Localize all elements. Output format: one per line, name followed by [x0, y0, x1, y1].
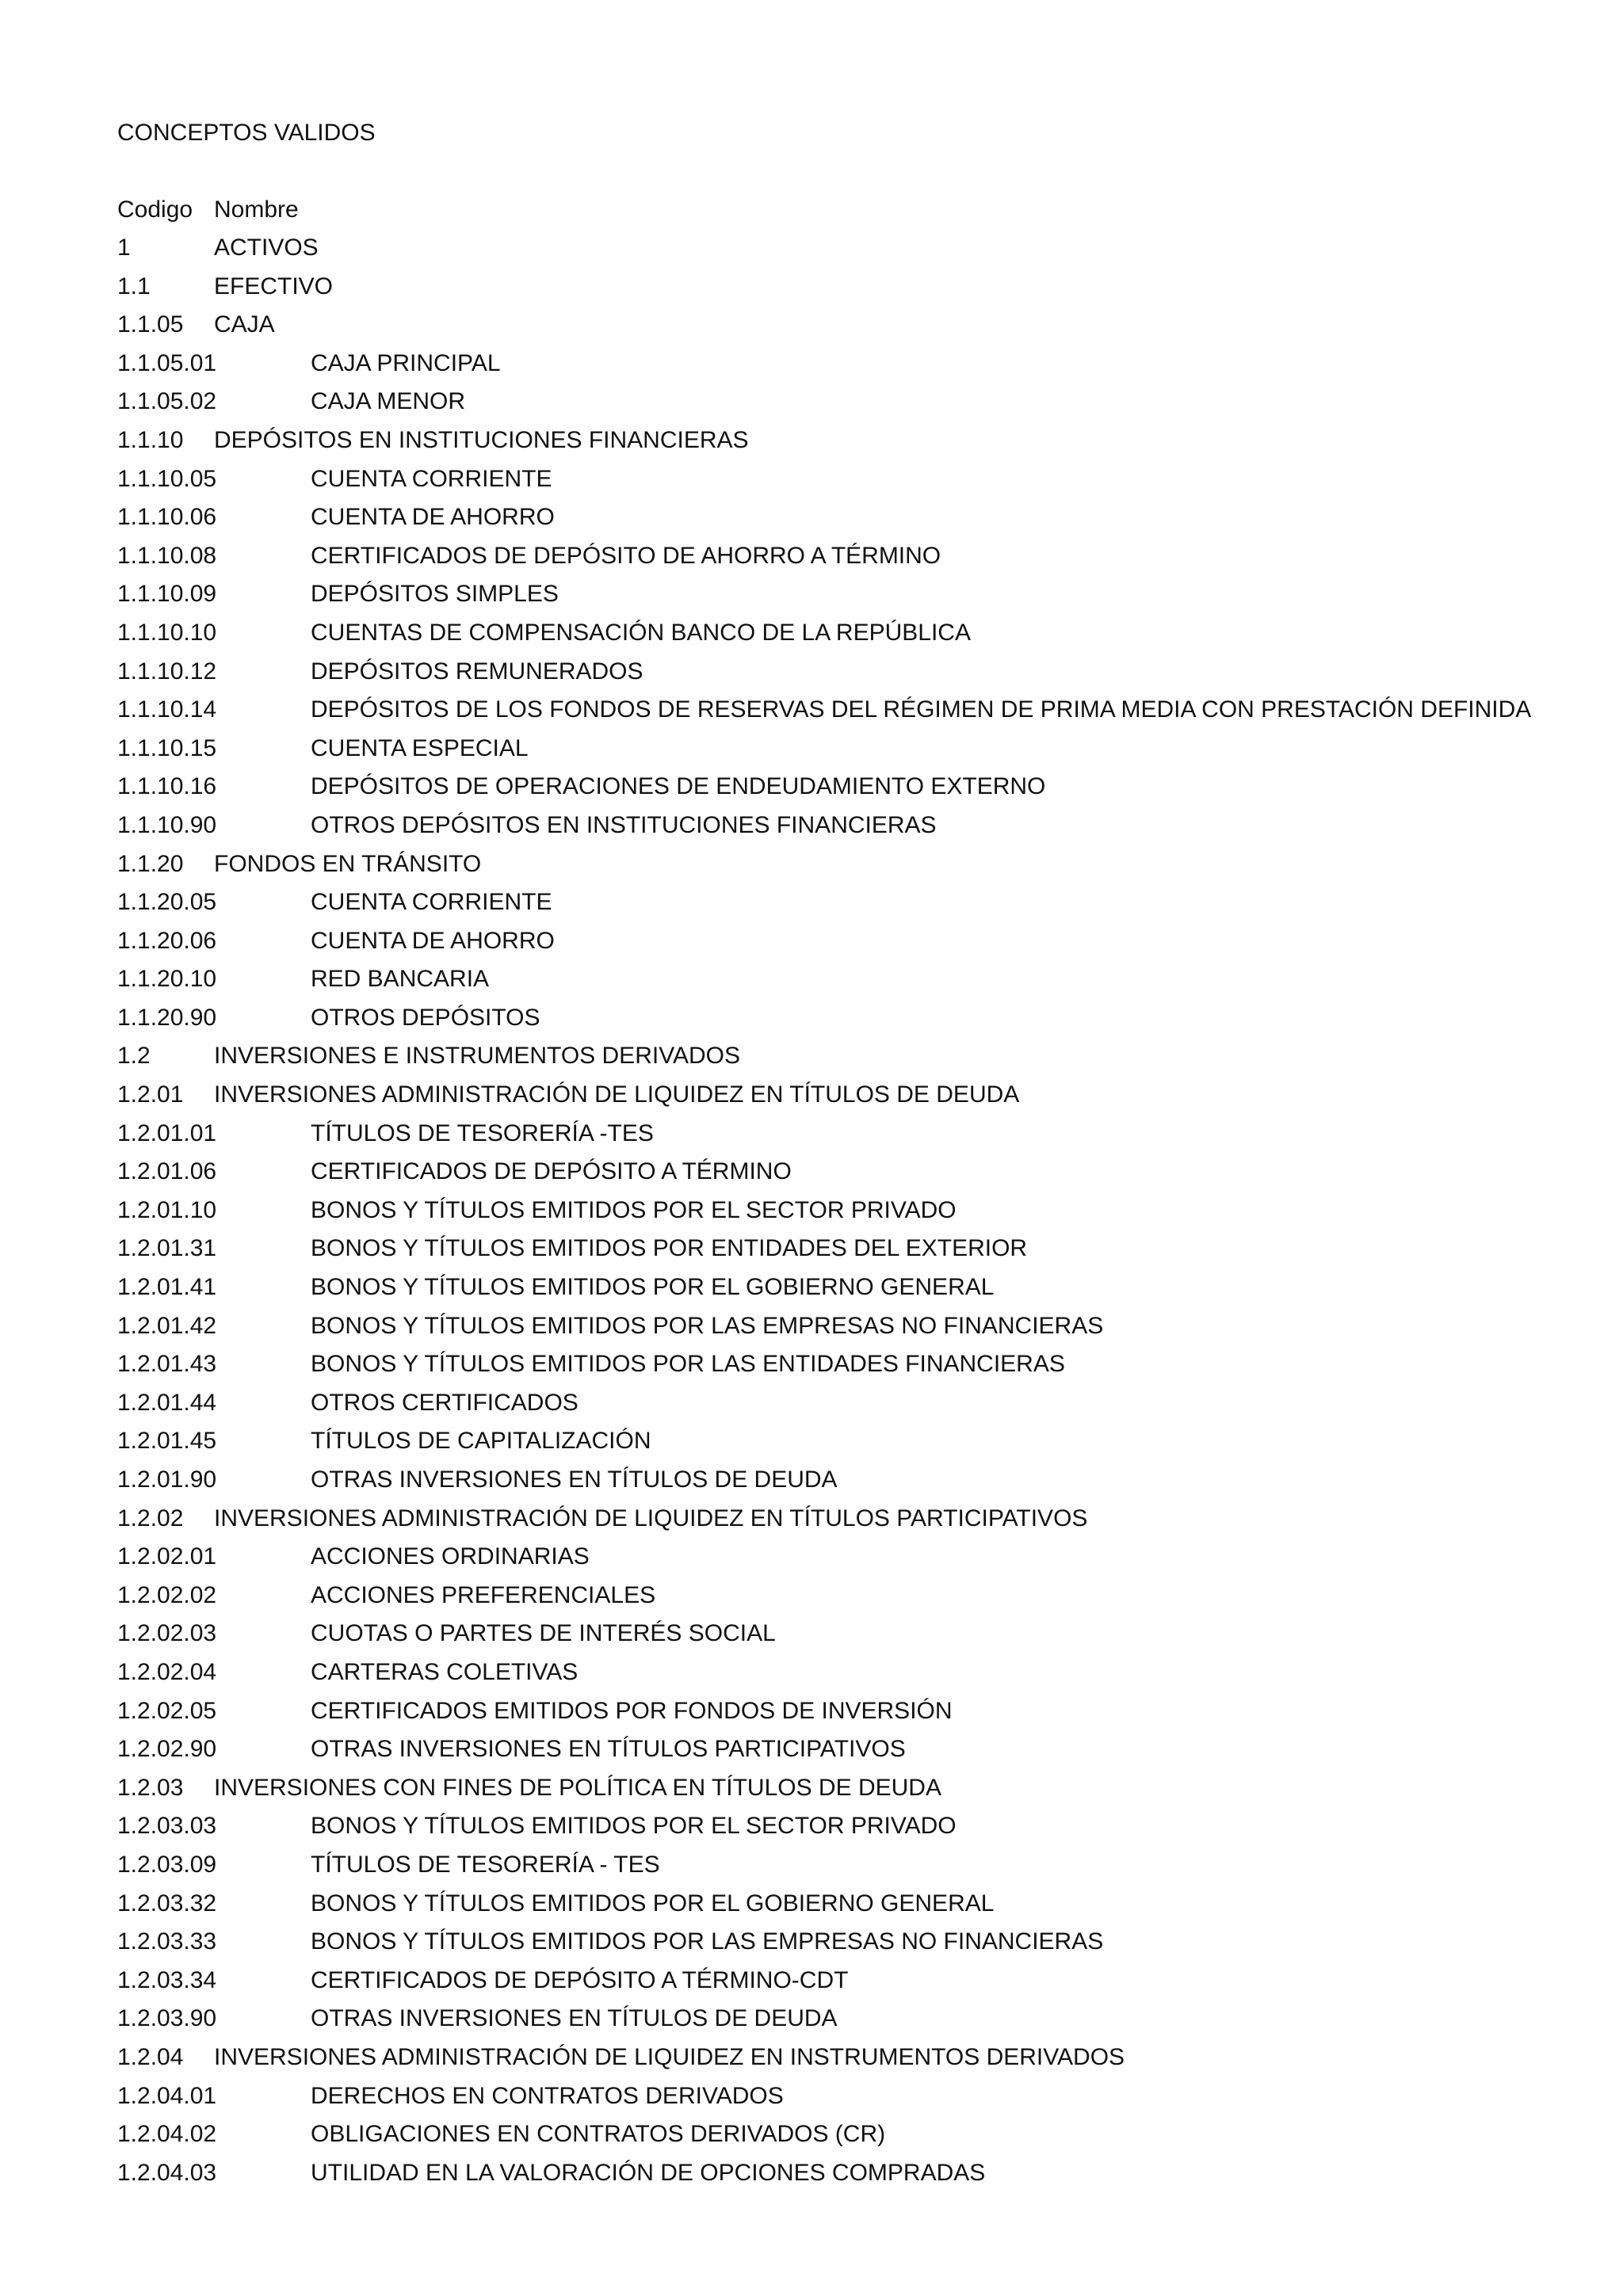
concept-code: 1.2.01.06: [117, 1158, 217, 1185]
column-header-code: Codigo: [117, 196, 193, 223]
concept-code: 1.1.20.06: [117, 927, 217, 954]
list-item: [117, 850, 1607, 889]
concept-code: 1.2.04.01: [117, 2082, 217, 2109]
concept-code: 1.2.03.34: [117, 1966, 217, 1993]
list-item: [117, 1042, 1607, 1081]
concept-name: BONOS Y TÍTULOS EMITIDOS POR EL SECTOR PRIVADO: [311, 1196, 957, 1223]
list-item: [117, 1851, 1607, 1890]
concept-code: 1.2.01.10: [117, 1196, 217, 1223]
list-item: [117, 1505, 1607, 1543]
concept-code: 1.1.20.05: [117, 889, 217, 916]
list-item: [117, 1196, 1607, 1235]
concept-name: CUENTA CORRIENTE: [311, 889, 552, 916]
concept-name: CUENTA DE AHORRO: [311, 927, 555, 954]
concept-name: CAJA PRINCIPAL: [311, 349, 501, 376]
list-item: [117, 1928, 1607, 1966]
document-title: CONCEPTOS VALIDOS: [117, 120, 376, 146]
list-item: [117, 1119, 1607, 1158]
concept-name: ACTIVOS: [214, 235, 319, 261]
concept-code: 1.1.10.09: [117, 581, 217, 608]
concept-code: 1.2.01: [117, 1081, 184, 1108]
concept-code: 1.1.05: [117, 311, 184, 338]
concept-name: OTROS CERTIFICADOS: [311, 1389, 579, 1416]
list-item: [117, 387, 1607, 426]
concept-code: 1.2.04: [117, 2043, 184, 2070]
concept-name: RED BANCARIA: [311, 966, 490, 993]
list-item: [117, 1658, 1607, 1697]
list-item: [117, 772, 1607, 811]
concept-code: 1.1.10.90: [117, 811, 217, 838]
concept-code: 1.2.01.44: [117, 1389, 217, 1416]
concept-name: BONOS Y TÍTULOS EMITIDOS POR EL GOBIERNO GENERAL: [311, 1274, 995, 1301]
list-item: [117, 696, 1607, 734]
list-item: [117, 1581, 1607, 1620]
concept-code: 1.1.05.02: [117, 388, 217, 415]
list-item: [117, 465, 1607, 504]
list-item: [117, 734, 1607, 773]
list-item: [117, 349, 1607, 388]
concept-name: TÍTULOS DE TESORERÍA -TES: [311, 1119, 654, 1146]
concept-code: 1.2.02.04: [117, 1658, 217, 1685]
concept-code: 1.1.10.16: [117, 773, 217, 800]
concept-name: CAJA: [214, 311, 275, 338]
concept-code: 1.2.02.05: [117, 1697, 217, 1724]
list-item: [117, 273, 1607, 311]
concept-name: CARTERAS COLETIVAS: [311, 1658, 579, 1685]
concept-code: 1.1.10.14: [117, 696, 217, 723]
concept-name: OTROS DEPÓSITOS EN INSTITUCIONES FINANCIERAS: [311, 811, 937, 838]
concept-name: INVERSIONES E INSTRUMENTOS DERIVADOS: [214, 1043, 740, 1070]
concept-name: UTILIDAD EN LA VALORACIÓN DE OPCIONES COMPRADAS: [311, 2159, 986, 2186]
concept-name: CUENTA ESPECIAL: [311, 734, 529, 761]
concept-name: INVERSIONES CON FINES DE POLÍTICA EN TÍTULOS DE DEUDA: [214, 1774, 941, 1801]
concept-name: OBLIGACIONES EN CONTRATOS DERIVADOS (CR): [311, 2121, 886, 2148]
column-header-row: [117, 196, 1607, 224]
list-item: [117, 542, 1607, 581]
concept-name: DEPÓSITOS DE LOS FONDOS DE RESERVAS DEL RÉGIMEN DE PRIMA MEDIA CON PRESTACIÓN DEFINIDA: [311, 696, 1532, 723]
concept-code: 1.2.01.43: [117, 1351, 217, 1378]
concept-code: 1.1.10.15: [117, 734, 217, 761]
concept-code: 1.1.20.90: [117, 1004, 217, 1031]
concept-code: 1.2.01.90: [117, 1466, 217, 1493]
concept-name: OTRAS INVERSIONES EN TÍTULOS DE DEUDA: [311, 1466, 838, 1493]
concept-name: DEPÓSITOS REMUNERADOS: [311, 658, 643, 685]
concept-code: 1.2.03.09: [117, 1851, 217, 1878]
concept-code: 1.2.01.01: [117, 1119, 217, 1146]
list-item: [117, 619, 1607, 658]
concept-name: CUENTA CORRIENTE: [311, 465, 552, 492]
concept-code: 1.2.03.33: [117, 1928, 217, 1955]
concept-name: ACCIONES ORDINARIAS: [311, 1543, 590, 1570]
concept-name: OTRAS INVERSIONES EN TÍTULOS DE DEUDA: [311, 2005, 838, 2032]
concept-list: [117, 234, 1607, 2197]
list-item: [117, 1350, 1607, 1389]
list-item: [117, 1735, 1607, 1774]
concept-code: 1: [117, 235, 131, 261]
list-item: [117, 965, 1607, 1004]
list-item: [117, 580, 1607, 619]
concept-name: CERTIFICADOS DE DEPÓSITO DE AHORRO A TÉRMINO: [311, 542, 941, 569]
list-item: [117, 658, 1607, 696]
concept-name: DEPÓSITOS SIMPLES: [311, 581, 559, 608]
concept-code: 1.2.04.03: [117, 2159, 217, 2186]
concept-code: 1.2.04.02: [117, 2121, 217, 2148]
list-item: [117, 1774, 1607, 1813]
concept-name: FONDOS EN TRÁNSITO: [214, 850, 482, 877]
list-item: [117, 1427, 1607, 1466]
concept-name: TÍTULOS DE CAPITALIZACIÓN: [311, 1428, 651, 1455]
list-item: [117, 1234, 1607, 1273]
concept-name: CUOTAS O PARTES DE INTERÉS SOCIAL: [311, 1620, 776, 1647]
list-item: [117, 1619, 1607, 1658]
concept-name: BONOS Y TÍTULOS EMITIDOS POR EL GOBIERNO GENERAL: [311, 1890, 995, 1917]
concept-name: CERTIFICADOS EMITIDOS POR FONDOS DE INVERSIÓN: [311, 1697, 953, 1724]
list-item: [117, 1273, 1607, 1312]
list-item: [117, 1697, 1607, 1736]
concept-name: BONOS Y TÍTULOS EMITIDOS POR LAS ENTIDADES FINANCIERAS: [311, 1351, 1065, 1378]
list-item: [117, 1466, 1607, 1505]
list-item: [117, 2159, 1607, 2198]
list-item: [117, 2004, 1607, 2043]
concept-code: 1.1.20.10: [117, 966, 217, 993]
concept-name: DEPÓSITOS EN INSTITUCIONES FINANCIERAS: [214, 426, 749, 453]
concept-code: 1.2.02.90: [117, 1736, 217, 1763]
concept-name: EFECTIVO: [214, 273, 334, 299]
concept-code: 1.1.20: [117, 850, 184, 877]
list-item: [117, 1312, 1607, 1351]
concept-code: 1.2.03: [117, 1774, 184, 1801]
list-item: [117, 888, 1607, 927]
concept-code: 1.1.10.08: [117, 542, 217, 569]
concept-name: CUENTAS DE COMPENSACIÓN BANCO DE LA REPÚBLICA: [311, 619, 971, 646]
list-item: [117, 1389, 1607, 1428]
concept-code: 1.1.10.10: [117, 619, 217, 646]
concept-name: TÍTULOS DE TESORERÍA - TES: [311, 1851, 660, 1878]
concept-code: 1.2.01.41: [117, 1274, 217, 1301]
concept-name: OTRAS INVERSIONES EN TÍTULOS PARTICIPATIVOS: [311, 1736, 906, 1763]
concept-name: BONOS Y TÍTULOS EMITIDOS POR LAS EMPRESAS NO FINANCIERAS: [311, 1928, 1104, 1955]
concept-code: 1.1.05.01: [117, 349, 217, 376]
list-item: [117, 426, 1607, 465]
concept-code: 1.2.02: [117, 1505, 184, 1531]
list-item: [117, 1966, 1607, 2005]
concept-name: CAJA MENOR: [311, 388, 466, 415]
concept-code: 1.1.10.12: [117, 658, 217, 685]
concept-code: 1.2.03.32: [117, 1890, 217, 1917]
concept-code: 1.2: [117, 1043, 151, 1070]
concept-name: CERTIFICADOS DE DEPÓSITO A TÉRMINO-CDT: [311, 1966, 849, 1993]
concept-code: 1.1.10: [117, 426, 184, 453]
list-item: [117, 811, 1607, 850]
concept-name: BONOS Y TÍTULOS EMITIDOS POR LAS EMPRESAS NO FINANCIERAS: [311, 1312, 1104, 1339]
concept-name: DERECHOS EN CONTRATOS DERIVADOS: [311, 2082, 784, 2109]
list-item: [117, 1081, 1607, 1119]
concept-name: INVERSIONES ADMINISTRACIÓN DE LIQUIDEZ EN INSTRUMENTOS DERIVADOS: [214, 2043, 1125, 2070]
concept-name: ACCIONES PREFERENCIALES: [311, 1581, 656, 1608]
concept-name: CERTIFICADOS DE DEPÓSITO A TÉRMINO: [311, 1158, 792, 1185]
list-item: [117, 1004, 1607, 1043]
concept-code: 1.2.03.90: [117, 2005, 217, 2032]
list-item: [117, 2120, 1607, 2159]
list-item: [117, 234, 1607, 273]
list-item: [117, 2043, 1607, 2082]
list-item: [117, 311, 1607, 349]
concept-code: 1.2.01.45: [117, 1428, 217, 1455]
concept-name: BONOS Y TÍTULOS EMITIDOS POR EL SECTOR PRIVADO: [311, 1813, 957, 1840]
concept-code: 1.2.02.02: [117, 1581, 217, 1608]
concept-name: INVERSIONES ADMINISTRACIÓN DE LIQUIDEZ EN TÍTULOS DE DEUDA: [214, 1081, 1020, 1108]
column-header-name: Nombre: [214, 196, 299, 223]
concept-code: 1.2.02.03: [117, 1620, 217, 1647]
concept-code: 1.1.10.05: [117, 465, 217, 492]
concept-code: 1.2.03.03: [117, 1813, 217, 1840]
concept-name: INVERSIONES ADMINISTRACIÓN DE LIQUIDEZ EN TÍTULOS PARTICIPATIVOS: [214, 1505, 1088, 1531]
list-item: [117, 1158, 1607, 1196]
concept-code: 1.2.01.31: [117, 1235, 217, 1262]
concept-name: BONOS Y TÍTULOS EMITIDOS POR ENTIDADES DEL EXTERIOR: [311, 1235, 1028, 1262]
concept-name: DEPÓSITOS DE OPERACIONES DE ENDEUDAMIENTO EXTERNO: [311, 773, 1046, 800]
list-item: [117, 1812, 1607, 1851]
list-item: [117, 1543, 1607, 1581]
concept-name: CUENTA DE AHORRO: [311, 504, 555, 531]
concept-code: 1.2.02.01: [117, 1543, 217, 1570]
concept-name: OTROS DEPÓSITOS: [311, 1004, 540, 1031]
list-item: [117, 927, 1607, 966]
list-item: [117, 2082, 1607, 2121]
list-item: [117, 503, 1607, 542]
concept-code: 1.1: [117, 273, 151, 299]
concept-code: 1.2.01.42: [117, 1312, 217, 1339]
concept-code: 1.1.10.06: [117, 504, 217, 531]
list-item: [117, 1890, 1607, 1928]
